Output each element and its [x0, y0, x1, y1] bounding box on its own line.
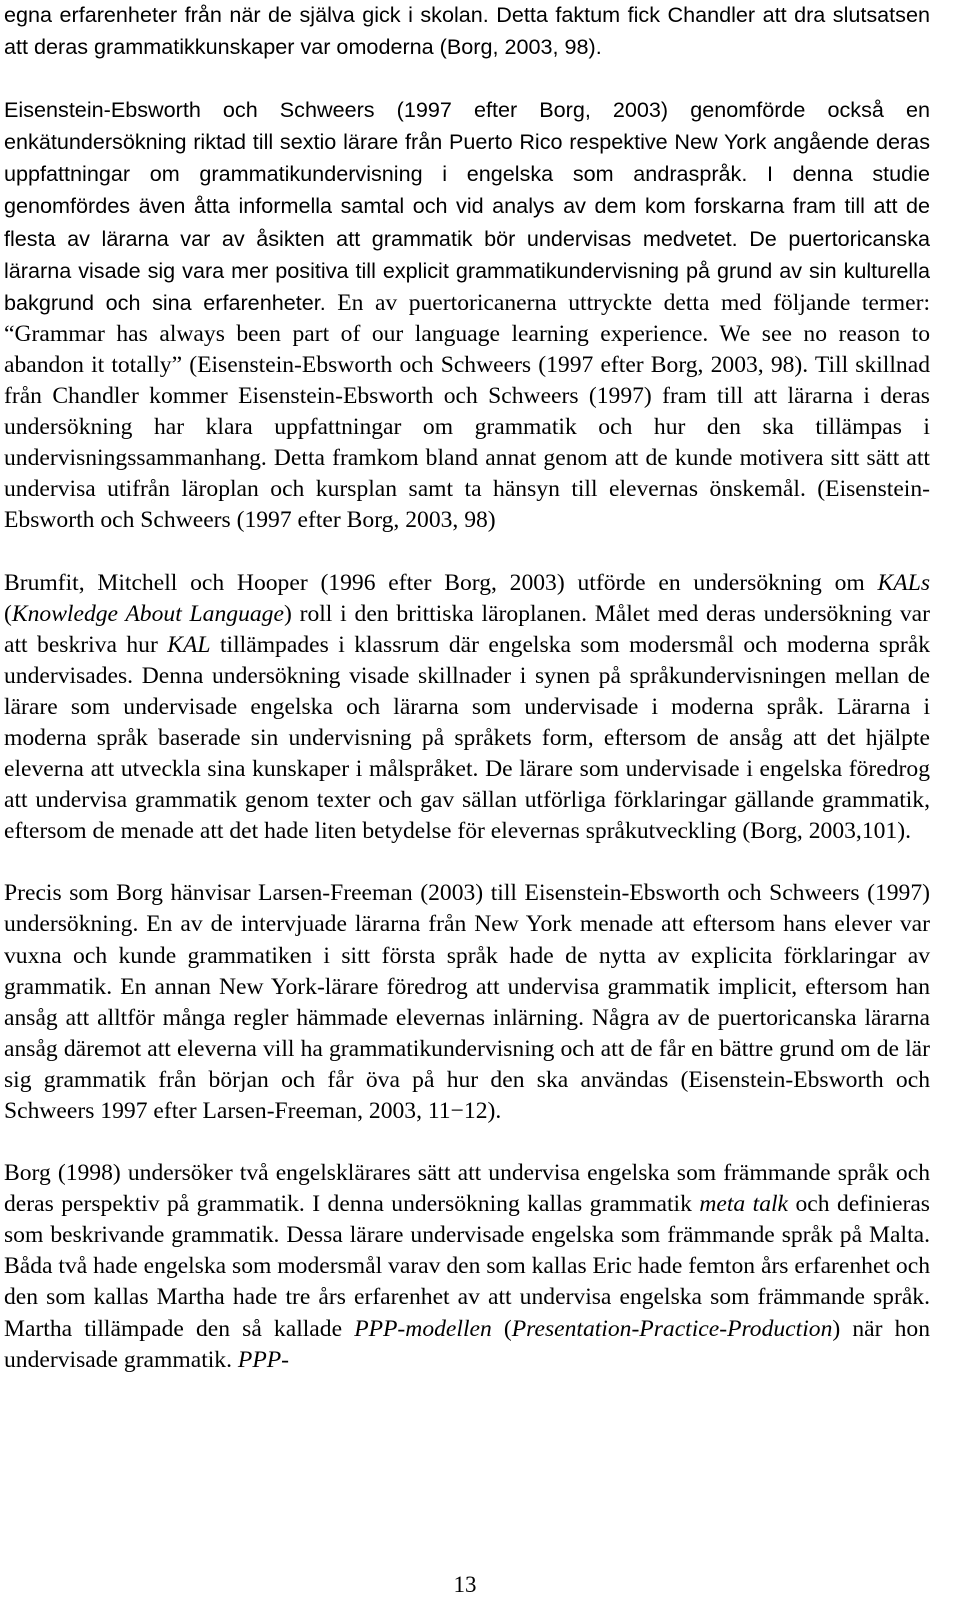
page-number: 13 [453, 1572, 477, 1597]
italic-term: KALs [877, 569, 930, 596]
text-run: ) roll i den brittiska läroplanen. Målet med deras undersökning var att beskriva hur [4, 600, 930, 658]
text-run: ( [491, 1315, 512, 1342]
paragraph [4, 568, 930, 848]
italic-term: Knowledge About Language [11, 600, 284, 627]
italic-term: PPP-modellen [354, 1315, 492, 1342]
paragraph [4, 1158, 930, 1376]
italic-term: KAL [167, 631, 211, 658]
text-run: En av puertoricanerna uttryckte detta med följande termer: “Grammar has always been part of our language learning experience. We see no reason to abandon it totally” (Eisenstein-Ebsworth och Schweers (1997 efter Borg, 2003, 98). Till skillnad från Chandler kommer Eisenstein-Ebsworth och Schweers (1997) fram till att lärarna i deras undersökning har klara uppfattningar om grammatik och hur den ska tillämpas i undervisningssammanhang. Detta framkom bland annat genom att de kunde motivera sitt sätt att undervisa utifrån läroplan och kursplan samt ta hänsyn till elevernas önskemål. (Eisenstein-Ebsworth och Schweers (1997 efter Borg, 2003, 98) [4, 289, 930, 534]
italic-term: meta talk [699, 1191, 789, 1218]
paragraph [4, 878, 930, 1127]
text-run: ) när hon undervisade grammatik. [4, 1315, 930, 1373]
text-run: ( [4, 600, 12, 627]
text-run: Precis som Borg hänvisar Larsen-Freeman (2003) till Eisenstein-Ebsworth och Schweers (1997) undersökning. En av de intervjuade lärarna från New York menade att eftersom hans elever var vuxna och kunde grammatiken i sitt första språk hade de nytta av explicita förklaringar av grammatik. En annan New York-lärare föredrog att undervisa grammatik implicit, eftersom han ansåg att alltför många regler hämmade elevernas inlärning. Några av de puertoricanska lärarna ansåg däremot att eleverna vill ha grammatikundervisning och att de får en bättre grund om de lär sig grammatik från början och får öva på hur den ska användas (Eisenstein-Ebsworth och Schweers 1997 efter Larsen-Freeman, 2003, 11−12). [4, 880, 930, 1124]
paragraph [4, 94, 930, 536]
paragraph [4, 0, 930, 63]
text-run: Eisenstein-Ebsworth och Schweers (1997 efter Borg, 2003) genomförde också en enkätundersökning riktad till sextio lärare från Puerto Rico respektive New York angående deras uppfattningar om grammatikundervisning i engelska som andraspråk. I denna studie genomfördes även åtta informella samtal och vid analys av dem kom forskarna fram till att de flesta av lärarna var av åsikten att grammatik bör undervisas medvetet. De puertoricanska lärarna visade sig vara mer positiva till explicit grammatikundervisning på grund av sin kulturella bakgrund och sina erfarenheter. [4, 97, 930, 315]
text-run: Brumfit, Mitchell och Hooper (1996 efter Borg, 2003) utförde en undersökning om [4, 569, 878, 596]
text-run: egna erfarenheter från när de själva gick i skolan. Detta faktum fick Chandler att dra slutsatsen att deras grammatikkunskaper var omoderna (Borg, 2003, 98). [4, 2, 930, 60]
italic-term: PPP- [237, 1346, 289, 1373]
italic-term: Presentation-Practice-Production [511, 1315, 833, 1342]
text-run: Borg (1998) undersöker två engelsklärares sätt att undervisa engelska som främmande språk och deras perspektiv på grammatik. I denna undersökning kallas grammatik [4, 1160, 930, 1218]
body-text [4, 0, 930, 1376]
text-run: tillämpades i klassrum där engelska som modersmål och moderna språk undervisades. Denna undersökning visade skillnader i synen på språkundervisningen mellan de lärare som undervisade engelska och lärarna som undervisade i moderna språk. Lärarna i moderna språk baserade sin undervisning på språkets form, eftersom de ansåg att det hjälpte eleverna att utveckla sina kunskaper i målspråket. De lärare som undervisade i engelska föredrog att undervisa grammatik genom texter och gav sällan utförliga förklaringar gällande grammatik, eftersom de menade att det hade liten betydelse för elevernas språkutveckling (Borg, 2003,101). [4, 631, 930, 845]
text-run: och definieras som beskrivande grammatik. Dessa lärare undervisade engelska som främmande språk på Malta. Båda två hade engelska som modersmål varav den som kallas Eric hade femton års erfarenhet och den som kallas Martha hade tre års erfarenhet av att undervisa engelska som främmande språk. Martha tillämpade den så kallade [4, 1191, 930, 1342]
